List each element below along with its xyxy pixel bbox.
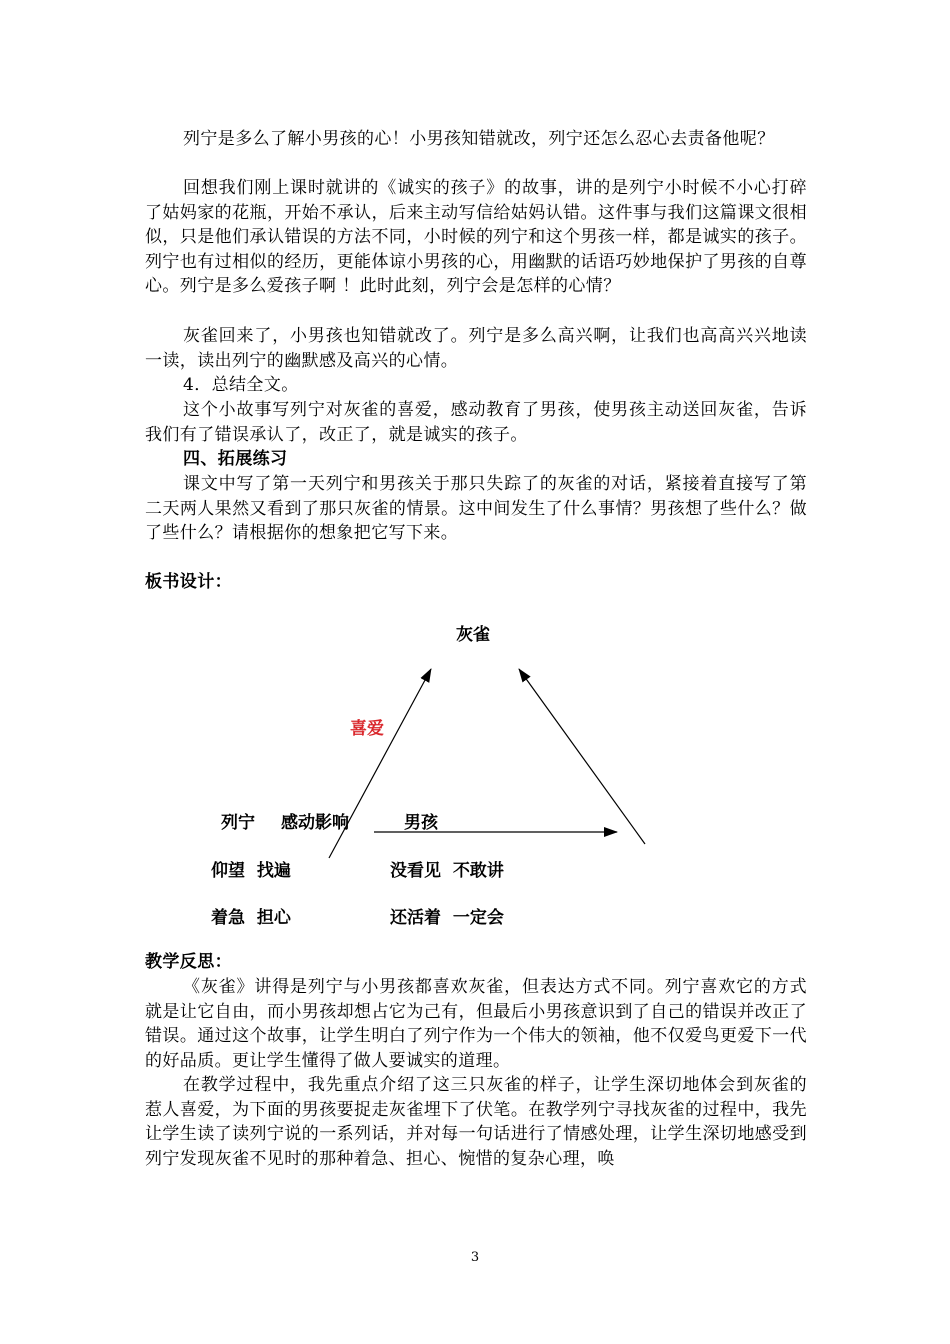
- diagram-label-influence: 感动影响: [281, 813, 349, 833]
- paragraph-lenin-understands: 列宁是多么了解小男孩的心！小男孩知错就改，列宁还怎么忍心去责备他呢？: [183, 129, 775, 149]
- paragraph-summary-step: 4．总结全文。: [183, 375, 299, 395]
- diagram-label-love: 喜爱: [350, 719, 384, 739]
- diagram-label-lenin: 列宁: [221, 813, 255, 833]
- diagram-label-lenin-actions-2: 着急 担心: [211, 908, 291, 928]
- board-design-heading: 板书设计：: [145, 572, 232, 592]
- paragraph-reflection-2: 在教学过程中，我先重点介绍了这三只灰雀的样子，让学生深切地体会到灰雀的惹人喜爱，为下面的男孩要捉走灰雀埋下了伏笔。在教学列宁寻找灰雀的过程中，我先让学生读了读列宁说的一系列话，并对每一句话进行了情感处理，让学生深切地感受到列宁发现灰雀不见时的那种着急、担心、惋惜的复杂心理，唤: [145, 1075, 807, 1169]
- diagram-label-boy-actions-1: 没看见 不敢讲: [390, 861, 504, 881]
- diagram-label-sparrow: 灰雀: [456, 625, 490, 645]
- paragraph-reflection-1: 《灰雀》讲得是列宁与小男孩都喜欢灰雀，但表达方式不同。列宁喜欢它的方式就是让它自由，而小男孩却想占它为己有，但最后小男孩意识到了自己的错误并改正了错误。通过这个故事，让学生明白了列宁作为一个伟大的领袖，他不仅爱鸟更爱下一代的好品质。更让学生懂得了做人要诚实的道理。: [145, 977, 807, 1071]
- paragraph-bird-returns: 灰雀回来了，小男孩也知错就改了。列宁是多么高兴啊，让我们也高高兴兴地读一读，读出列宁的幽默感及高兴的心情。: [145, 326, 807, 371]
- paragraph-summary: 这个小故事写列宁对灰雀的喜爱，感动教育了男孩，使男孩主动送回灰雀，告诉我们有了错误承认了，改正了，就是诚实的孩子。: [145, 400, 807, 445]
- section-heading-extension: 四、拓展练习: [183, 449, 288, 469]
- paragraph-honest-child-story: 回想我们刚上课时就讲的《诚实的孩子》的故事，讲的是列宁小时候不小心打碎了姑妈家的花瓶，开始不承认，后来主动写信给姑妈认错。这件事与我们这篇课文很相似，只是他们承认错误的方法不同，小时候的列宁和这个男孩一样，都是诚实的孩子。 列宁也有过相似的经历，更能体谅小男孩的心，用幽默的话语巧妙地保护了男孩的自尊心。列宁是多么爱孩子啊 ！此时此刻，列宁会是怎样的心情？: [145, 178, 807, 296]
- page-number: 3: [470, 1250, 480, 1265]
- diagram-label-boy-actions-2: 还活着 一定会: [390, 908, 504, 928]
- arrow-boy-to-sparrow: [519, 669, 645, 844]
- diagram-label-lenin-actions-1: 仰望 找遍: [211, 861, 291, 881]
- reflection-heading: 教学反思：: [145, 952, 232, 972]
- diagram-label-boy: 男孩: [404, 813, 438, 833]
- paragraph-extension-exercise: 课文中写了第一天列宁和男孩关于那只失踪了的灰雀的对话，紧接着直接写了第二天两人果然又看到了那只灰雀的情景。这中间发生了什么事情？男孩想了些什么？做了些什么？请根据你的想象把它写下来。: [145, 474, 807, 543]
